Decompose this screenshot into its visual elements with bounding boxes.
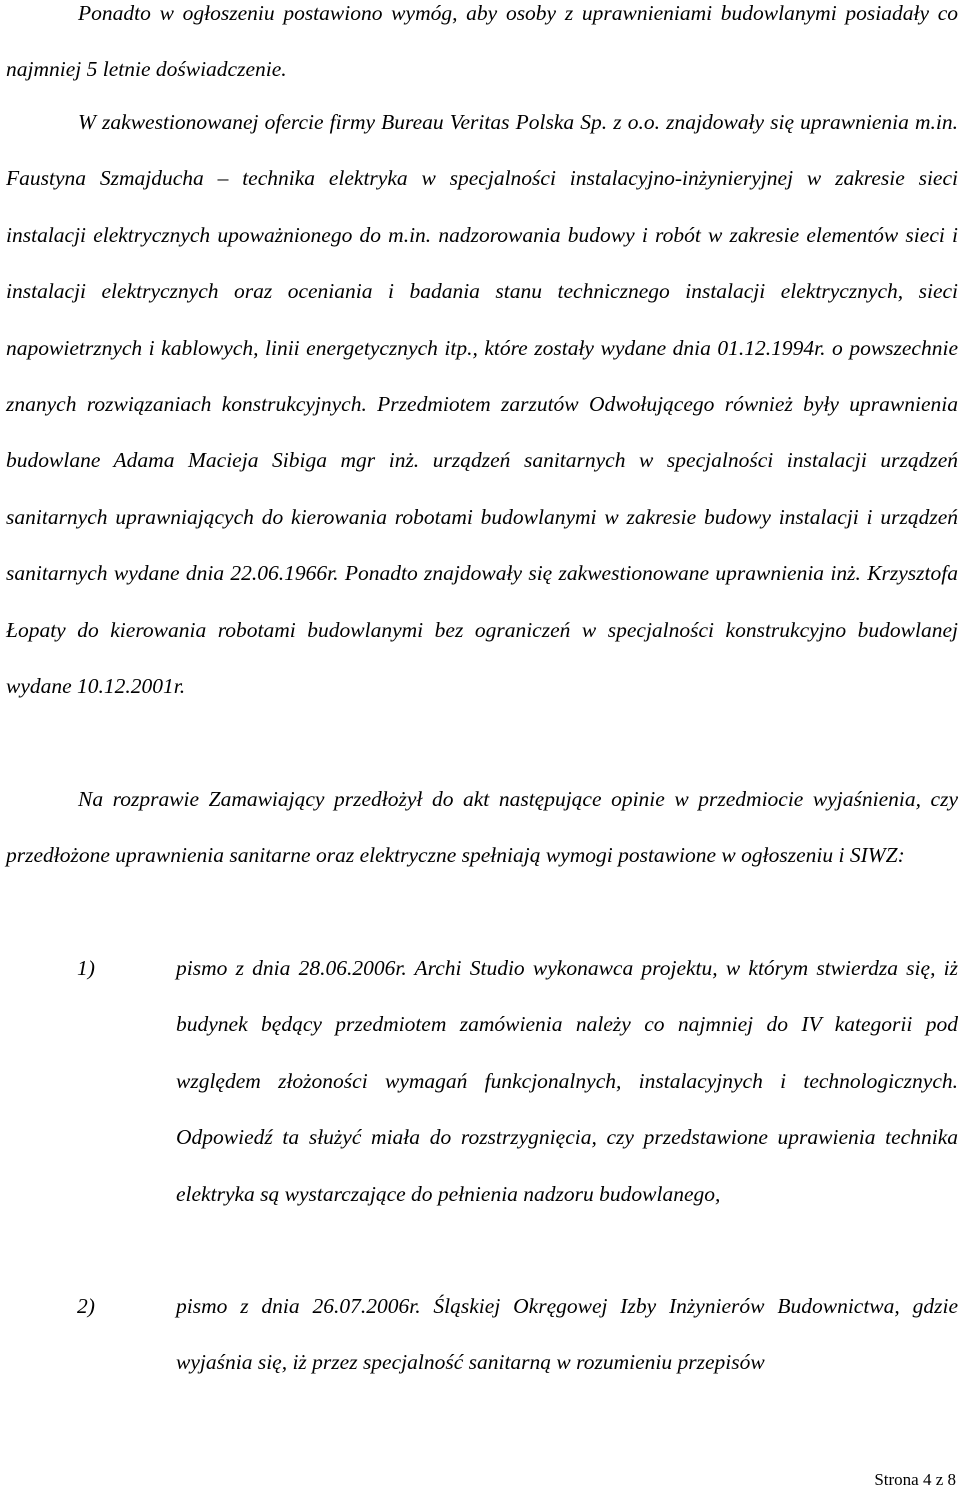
list-item-text: pismo z dnia 26.07.2006r. Śląskiej Okręgowej Izby Inżynierów Budownictwa, gdzie wyjaśnia się, iż przez specjalność sanitarną w rozumieniu przepisów <box>176 1294 958 1375</box>
list-item-number: 1) <box>77 956 95 980</box>
paragraph-requirements: Ponadto w ogłoszeniu postawiono wymóg, aby osoby z uprawnieniami budowlanymi posiadały co najmniej 5 letnie doświadczenie. <box>6 1 958 82</box>
paragraph-hearing: Na rozprawie Zamawiający przedłożył do akt następujące opinie w przedmiocie wyjaśnienia, czy przedłożone uprawnienia sanitarne oraz elektryczne spełniają wymogi postawione w ogłoszeniu i SIWZ: <box>6 787 958 868</box>
list-item-number: 2) <box>77 1294 95 1318</box>
page-number-footer: Strona 4 z 8 <box>874 1470 956 1489</box>
list-item-text: pismo z dnia 28.06.2006r. Archi Studio wykonawca projektu, w którym stwierdza się, iż budynek będący przedmiotem zamówienia należy co najmniej do IV kategorii pod względem złożoności wymagań funkcjonalnych, instalacyjnych i technologicznych. Odpowiedź ta służyć miała do rozstrzygnięcia, czy przedstawione uprawienia technika elektryka są wystarczające do pełnienia nadzoru budowlanego, <box>176 956 958 1206</box>
paragraph-contested-offer: W zakwestionowanej ofercie firmy Bureau Veritas Polska Sp. z o.o. znajdowały się uprawnienia m.in. Faustyna Szmajducha – technika elektryka w specjalności instalacyjno-inżynieryjnej w zakresie sieci instalacji elektrycznych upoważnionego do m.in. nadzorowania budowy i robót w zakresie elementów sieci i instalacji elektrycznych oraz oceniania i badania stanu technicznego instalacji elektrycznych, sieci napowietrznych i kablowych, linii energetycznych itp., które zostały wydane dnia 01.12.1994r. o powszechnie znanych rozwiązaniach konstrukcyjnych. Przedmiotem zarzutów Odwołującego również były uprawnienia budowlane Adama Macieja Sibiga mgr inż. urządzeń sanitarnych w specjalności instalacji urządzeń sanitarnych uprawniających do kierowania robotami budowlanymi w zakresie budowy instalacji i urządzeń sanitarnych wydane dnia 22.06.1966r. Ponadto znajdowały się zakwestionowane uprawnienia inż. Krzysztofa Łopaty do kierowania robotami budowlanymi bez ograniczeń w specjalności konstrukcyjno budowlanej wydane 10.12.2001r. <box>6 110 958 699</box>
